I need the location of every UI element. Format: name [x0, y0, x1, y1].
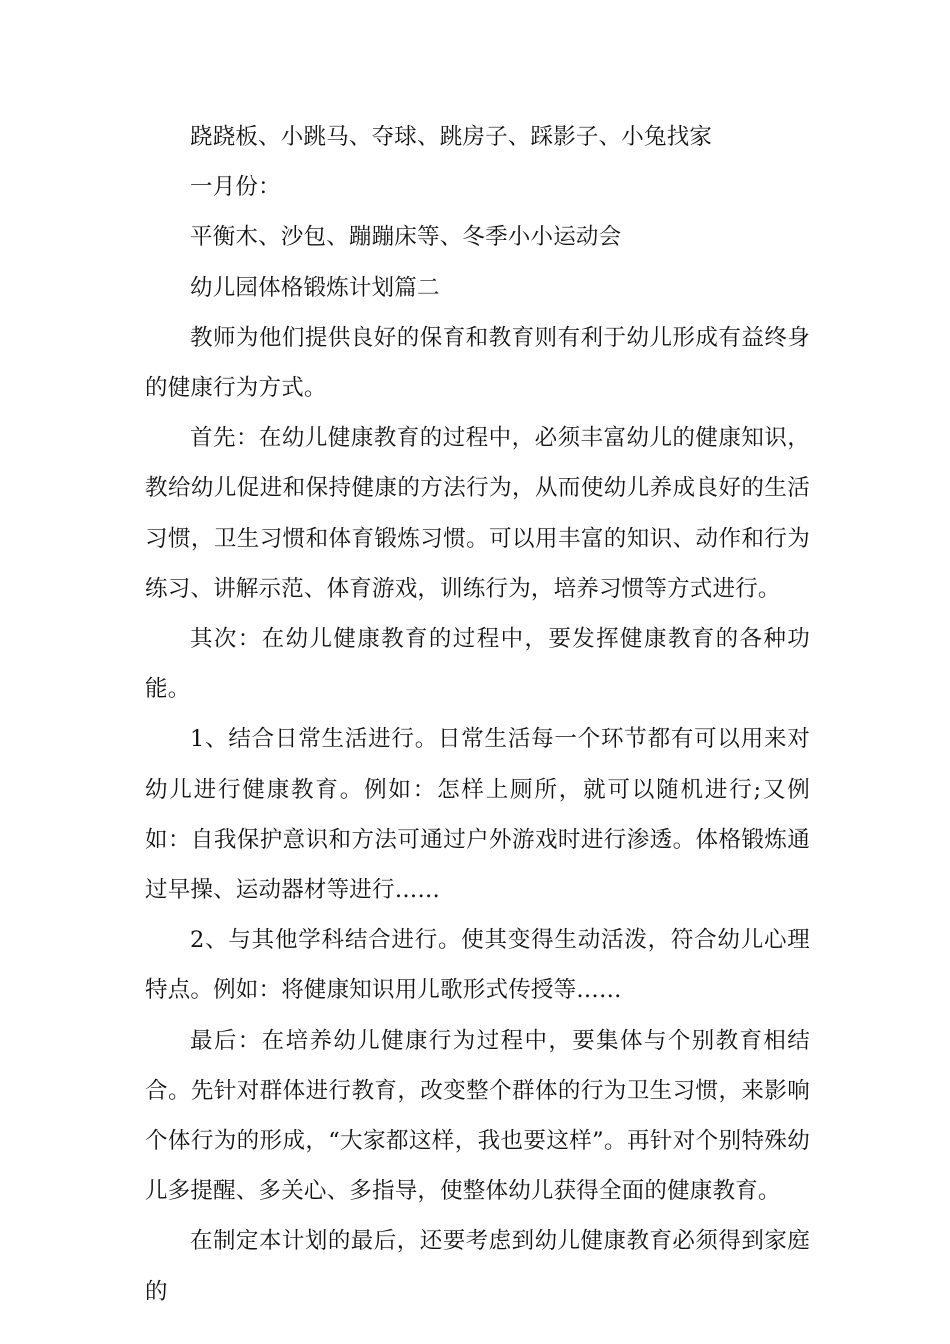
paragraph-first: 首先：在幼儿健康教育的过程中，必须丰富幼儿的健康知识，教给幼儿促进和保持健康的方法行为，从而使幼儿养成良好的生活习惯，卫生习惯和体育锻炼习惯。可以用丰富的知识、动作和行为练习、讲解示范、体育游戏，训练行为，培养习惯等方式进行。 — [145, 425, 810, 602]
paragraph-month-heading: 一月份： — [190, 174, 281, 201]
paragraph-winter-activities: 平衡木、沙包、蹦蹦床等、冬季小小运动会 — [190, 224, 622, 251]
paragraph-item-1: 1、结合日常生活进行。日常生活每一个环节都有可以用来对幼儿进行健康教育。例如：怎样上厕所，就可以随机进行;又例如：自我保护意识和方法可通过户外游戏时进行渗透。体格锻炼通过早操、运动器材等进行…… — [145, 726, 810, 904]
paragraph-finally: 最后：在培养幼儿健康行为过程中，要集体与个别教育相结合。先针对群体进行教育，改变整个群体的行为卫生习惯，来影响个体行为的形成，“大家都这样，我也要这样”。再针对个别特殊幼儿多提醒、多关心、多指导，使整体幼儿获得全面的健康教育。 — [145, 1027, 810, 1205]
document-body — [145, 112, 810, 1317]
paragraph-conclusion: 在制定本计划的最后，还要考虑到幼儿健康教育必须得到家庭的 — [145, 1228, 810, 1305]
paragraph-activities-list: 跷跷板、小跳马、夺球、跳房子、踩影子、小兔找家 — [190, 124, 713, 150]
section-title: 幼儿园体格锻炼计划篇二 — [190, 274, 440, 301]
paragraph-second: 其次：在幼儿健康教育的过程中，要发挥健康教育的各种功能。 — [145, 626, 810, 703]
paragraph-intro: 教师为他们提供良好的保育和教育则有利于幼儿形成有益终身的健康行为方式。 — [145, 324, 810, 402]
paragraph-item-2: 2、与其他学科结合进行。使其变得生动活泼，符合幼儿心理特点。例如：将健康知识用儿歌形式传授等…… — [145, 927, 810, 1004]
